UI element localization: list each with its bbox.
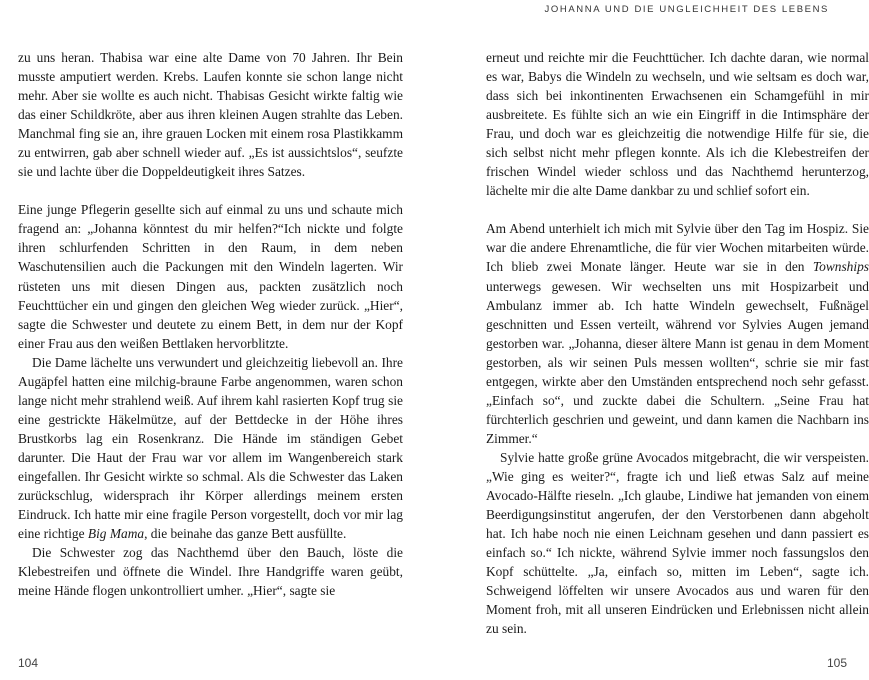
left-paragraph-3 [18, 353, 403, 543]
right-paragraph-2 [486, 219, 869, 448]
text-run: , die beinahe das ganze Bett ausfüllte. [144, 526, 347, 542]
text-run: Eine junge Pflegerin gesellte sich auf einmal zu uns und schaute mich fragend an: „Johanna könntest du mir helfen?“Ich nickte und folgte ihren schlurfenden Schritten in den Raum, in dem neben Waschutensilien auch die Packungen mit den Windeln lagerten. Wir rüsteten uns mit diesen Dingen aus, packten zusätzlich noch Feuchttücher ein und gingen den gleichen Weg wieder zurück. „Hier“, sagte die Schwester und deutete zu einem Bett, in dem nur der Kopf einer Frau aus den weißen Bettlaken hervorblitzte. [18, 202, 403, 351]
page-number-right: 105 [826, 656, 847, 670]
left-page-body [18, 48, 403, 600]
italic-run: Townships [812, 259, 869, 275]
right-paragraph-1 [486, 48, 869, 200]
text-run: Sylvie hatte große grüne Avocados mitgebracht, die wir verspeisten. „Wie ging es weiter?“, fragte ich und ließ etwas Salz auf meine Avocado-Hälfte rieseln. „Ich glaube, Lindiwe hat jemanden von einem Beerdigungsinstitut angerufen, der den Verstorbenen dann abgeholt hat. Ich habe noch nie einen Leichnam gesehen und dann passiert es einfach so.“ Ich nickte, während Sylvie immer noch fassungslos den Kopf schüttelte. „Ja, einfach so, mitten im Leben“, sagte ich. Schweigend löffelten wir unsere Avocados aus und waren für den Moment froh, mit all unseren Eindrücken und Erlebnissen nicht allein zu sein. [486, 449, 869, 637]
left-paragraph-1 [18, 48, 403, 181]
right-paragraph-3 [486, 448, 869, 638]
left-paragraph-4 [18, 543, 403, 600]
italic-run: Big Mama [87, 526, 145, 542]
text-run: Die Dame lächelte uns verwundert und gleichzeitig liebevoll an. Ihre Augäpfel hatten eine milchig-braune Farbe angenommen, waren schon lange nicht mehr strahlend weiß. Auf ihrem kahl rasierten Kopf trug sie eine gestrickte Häkelmütze, auf der Bettdecke in der Höhe ihres Brustkorbs lag ein Rosenkranz. Die Hände im ständigen Gebet darunter. Die Haut der Frau war vor allem im Wangenbereich stark eingefallen. Ihr Gesicht wirkte so schmal. Als die Schwester das Laken zurückschlug, widersprach ihr Körper allerdings meinem ersten Eindruck. Ich hatte mir eine fragile Person vorgestellt, doch vor mir lag eine richtige [18, 354, 403, 542]
right-page [426, 0, 869, 680]
right-page-body [486, 48, 869, 638]
running-header: JOHANNA UND DIE UNGLEICHHEIT DES LEBENS [544, 4, 829, 15]
page-number-left: 104 [18, 656, 39, 670]
left-paragraph-2 [18, 200, 403, 352]
text-run: zu uns heran. Thabisa war eine alte Dame von 70 Jahren. Ihr Bein musste amputiert werden. Krebs. Laufen konnte sie schon lange nicht mehr. Aber sie wollte es auch nicht. Thabisas Gesicht wirkte faltig wie das einer Schildkröte, aber aus ihren kleinen Augen strahlte das Leben. Manchmal fing sie an, ihre grauen Locken mit einem rosa Plastikkamm zu entwirren, gab aber schnell wieder auf. „Es ist aussichtslos“, seufzte sie und lachte über die Doppeldeutigkeit ihres Satzes. [18, 50, 403, 180]
text-run: erneut und reichte mir die Feuchttücher. Ich dachte daran, wie normal es war, Babys die Windeln zu wechseln, und wie seltsam es doch war, dass sich bei inkontinenten Erwachsenen ein Schamgefühl in mir ausbreitete. Es fühlte sich an wie ein Eingriff in die Intimsphäre der Frau, und doch war es gleichzeitig die notwendige Hilfe für sie, die sich selbst nicht mehr pflegen konnte. Als ich die Klebestreifen der frischen Windel wieder schloss und das Nachthemd herunterzog, lächelte mir die alte Dame dankbar zu und schlief sofort ein. [486, 50, 869, 199]
text-run: unterwegs gewesen. Wir wechselten uns mit Hospizarbeit und Ambulanz immer ab. Ich hatte Windeln gewechselt, Fußnägel geschnitten und Essen verteilt, während vor Sylvies Augen jemand gestorben war. „Johanna, dieser ältere Mann ist genau in dem Moment gestorben, als wir seinen Puls messen wollten“, schrie sie mir fast entgegen, wirkte aber den Umständen entsprechend noch sehr gefasst. „Einfach so“, und zuckte dabei die Schultern. „Seine Frau hat fürchterlich geschrien und geweint, und dann kamen die Nachbarn ins Zimmer.“ [486, 278, 869, 446]
text-run: Die Schwester zog das Nachthemd über den Bauch, löste die Klebestreifen und öffnete die Windel. Ihre Handgriffe waren geübt, meine Hände flogen unkontrolliert umher. „Hier“, sagte sie [18, 545, 403, 599]
text-run: Am Abend unterhielt ich mich mit Sylvie über den Tag im Hospiz. Sie war die andere Ehrenamtliche, die für vier Wochen mitarbeiten würde. Ich blieb zwei Monate länger. Heute war sie in den [486, 221, 869, 275]
left-page [0, 0, 425, 680]
